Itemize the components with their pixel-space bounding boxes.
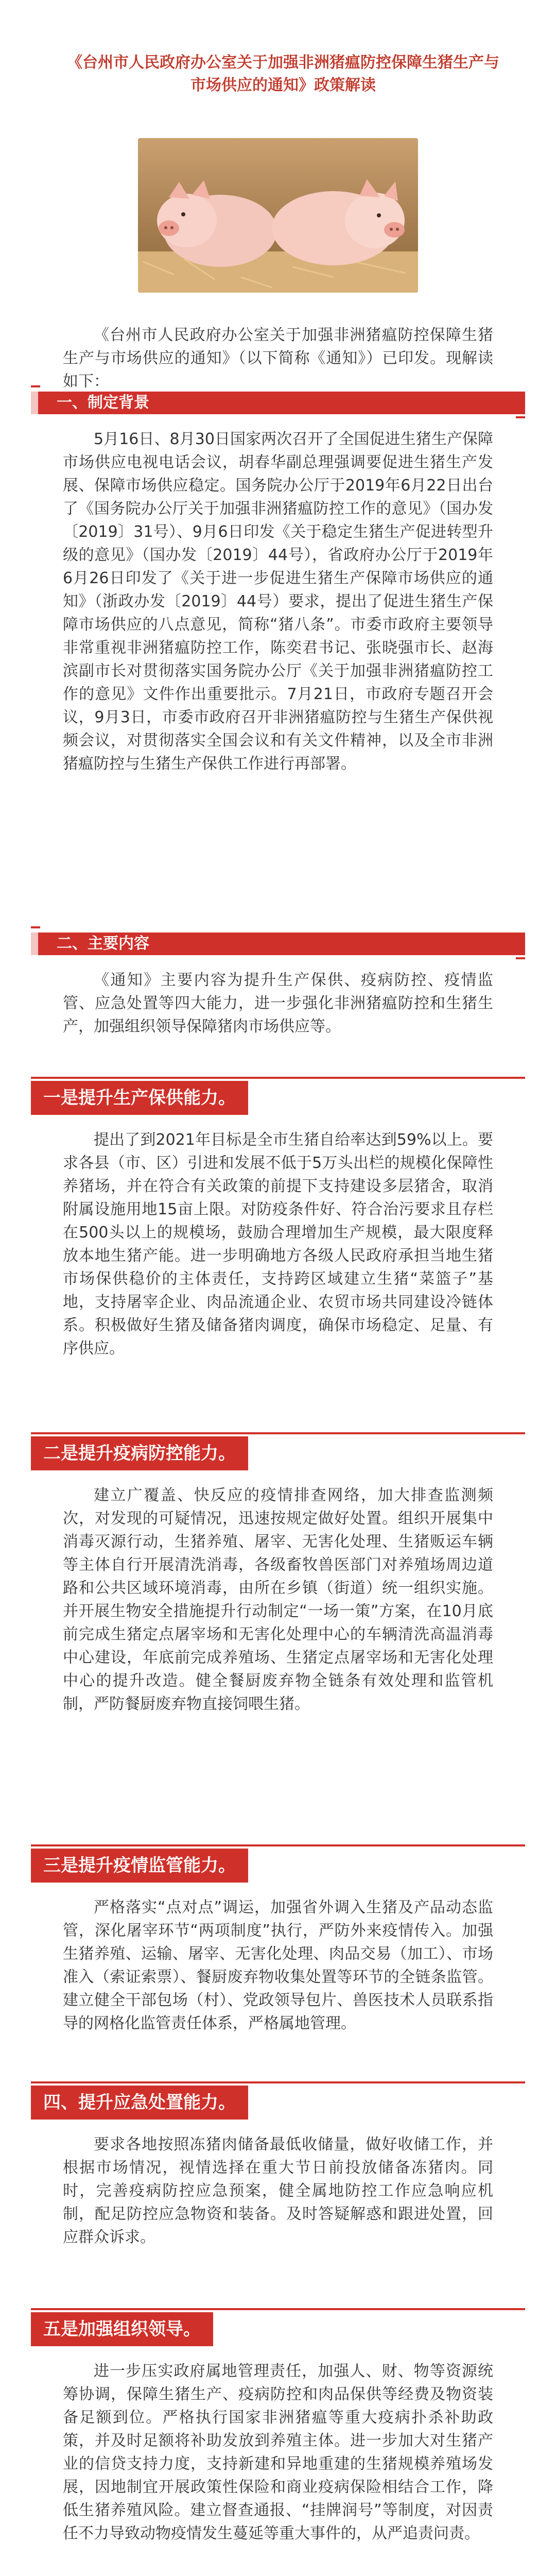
section-header-main-content — [31, 922, 525, 958]
section-header-dash — [516, 957, 525, 959]
subsection-label: 四、提升应急处置能力。 — [31, 2086, 248, 2120]
section-header-label: 一、制定背景 — [57, 394, 149, 412]
article-title: 《台州市人民政府办公室关于加强非洲猪瘟防控保障生猪生产与市场供应的通知》政策解读 — [67, 54, 499, 94]
subsection-header-disease-control — [31, 1432, 525, 1473]
section-header-bar-accent — [31, 933, 38, 955]
subsection-body-supervision: 严格落实“点对点”调运，加强省外调入生猪及产品动态监管，深化屠宰环节“两项制度”执行，严防外来疫情传入。加强生猪养殖、运输、屠宰、无害化处理、肉品交易（加工）、市场准入（索证索票）、餐厨废弃物收集处置等环节的全链条监管。建立健全干部包场（村）、党政领导包片、兽医技术人员联系指导的网格化监管责任体系，严格属地管理。 — [63, 1899, 493, 2032]
section-header-dash — [31, 385, 40, 387]
subsection-strip — [31, 2308, 525, 2310]
subsection-label: 一是提升生产保供能力。 — [31, 1081, 248, 1115]
subsection-header-production — [31, 1077, 525, 1118]
subsection-strip — [31, 1844, 525, 1846]
intro-paragraph: 《台州市人民政府办公室关于加强非洲猪瘟防控保障生猪生产与市场供应的通知》（以下简称《通知》）已印发。现解读如下： — [63, 326, 493, 391]
subsection-label: 二是提升疫病防控能力。 — [31, 1436, 248, 1470]
hero-image-piglets — [138, 138, 418, 293]
subsection-body-disease-control: 建立广覆盖、快反应的疫情排查网络，加大排查监测频次，对发现的可疑情况，迅速按规定做好处置。组织开展集中消毒灭源行动，生猪养殖、屠宰、无害化处理、生猪贩运车辆等主体自行开展清洗消毒，各级畜牧兽医部门对养殖场周边道路和公共区域环境消毒，由所在乡镇（街道）统一组织实施。并开展生物安全措施提升行动制定“一场一策”方案，在10月底前完成生猪定点屠宰场和无害化处理中心的车辆清洗高温消毒中心建设，年底前完成养殖场、生猪定点屠宰场和无害化处理中心的提升改造。健全餐厨废弃物全链条有效处理和监管机制，严防餐厨废弃物直接饲喂生猪。 — [63, 1486, 493, 1713]
section-header-bar-accent — [31, 392, 38, 414]
background-paragraph: 5月16日、8月30日国家两次召开了全国促进生猪生产保障市场供应电视电话会议，胡春华副总理强调要促进生猪生产发展、保障市场供应稳定。国务院办公厅于2019年6月22日出台了《国务院办公厅关于加强非洲猪瘟防控工作的意见》（国办发〔2019〕31号）、9月6日印发《关于稳定生猪生产促进转型升级的意见》（国办发〔2019〕44号），省政府办公厅于2019年6月26日印发了《关于进一步促进生猪生产保障市场供应的通知》（浙政办发〔2019〕44号）要求，提出了促进生猪生产保障市场供应的八点意见，简称“猪八条”。市委市政府主要领导非常重视非洲猪瘟防控工作，陈奕君书记、张晓强市长、赵海滨副市长对贯彻落实国务院办公厅《关于加强非洲猪瘟防控工作的意见》文件作出重要批示。7月21日，市政府专题召开会议，9月3日，市委市政府召开非洲猪瘟防控与生猪生产保供视频会议，对贯彻落实全国会议和有关文件精神，以及全市非洲猪瘟防控与生猪生产保供工作进行再部署。 — [63, 430, 493, 773]
section-header-dash — [31, 926, 40, 928]
subsection-body-production: 提出了到2021年目标是全市生猪自给率达到59%以上。要求各县（市、区）引进和发展不低于5万头出栏的规模化保障性养猪场，并在符合有关政策的前提下支持建设多层猪舍，取消附属设施用地15亩上限。对防疫条件好、符合治污要求且存栏在500头以上的规模场，鼓励合理增加生产规模，最大限度释放本地生猪产能。进一步明确地方各级人民政府承担当地生猪市场保供稳价的主体责任，支持跨区域建立生猪“菜篮子”基地，支持屠宰企业、肉品流通企业、农贸市场共同建设冷链体系。积极做好生猪及储备猪肉调度，确保市场稳定、足量、有序供应。 — [63, 1131, 493, 1358]
subsection-strip — [31, 1432, 525, 1434]
main-content-paragraph: 《通知》主要内容为提升生产保供、疫病防控、疫情监管、应急处置等四大能力，进一步强化非洲猪瘟防控和生猪生产，加强组织领导保障猪肉市场供应等。 — [63, 971, 493, 1036]
piglets-illustration — [138, 138, 418, 293]
subsection-label: 五是加强组织领导。 — [31, 2312, 213, 2346]
subsection-strip — [31, 2081, 525, 2083]
subsection-header-organization — [31, 2308, 525, 2349]
subsection-body-organization: 进一步压实政府属地管理责任，加强人、财、物等资源统筹协调，保障生猪生产、疫病防控和肉品保供等经费及物资装备足额到位。严格执行国家非洲猪瘟等重大疫病扑杀补助政策，并及时足额将补助发放到养殖主体。进一步加大对生猪产业的信贷支持力度，支持新建和异地重建的生猪规模养殖场发展，因地制宜开展政策性保险和商业疫病保险相结合工作，降低生猪养殖风险。建立督查通报、“挂牌润号”等制度，对因责任不力导致动物疫情发生蔓延等重大事件的，从严追责问责。 — [63, 2362, 493, 2543]
section-header-label: 二、主要内容 — [57, 935, 149, 953]
subsection-header-supervision — [31, 1844, 525, 1886]
subsection-label: 三是提升疫情监管能力。 — [31, 1849, 248, 1883]
subsection-strip — [31, 1077, 525, 1079]
section-header-background — [31, 381, 525, 417]
section-header-dash — [516, 416, 525, 418]
subsection-header-emergency — [31, 2081, 525, 2123]
subsection-body-emergency: 要求各地按照冻猪肉储备最低收储量，做好收储工作，并根据市场情况，视情选择在重大节日前投放储备冻猪肉。同时，完善疫病防控应急预案，健全属地防控工作应急响应机制，配足防控应急物资和装备。及时答疑解惑和跟进处置，回应群众诉求。 — [63, 2136, 493, 2246]
